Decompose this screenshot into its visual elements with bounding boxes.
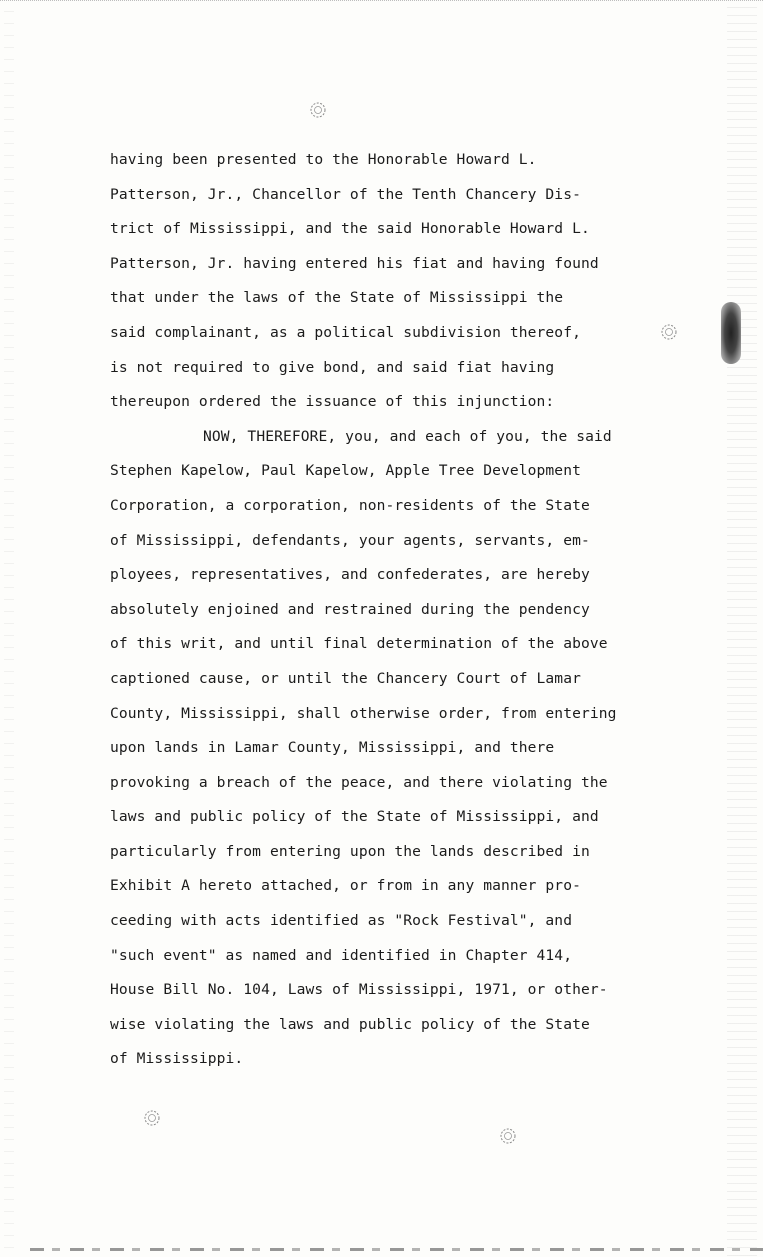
text-line: County, Mississippi, shall otherwise order, from entering <box>110 704 617 722</box>
text-line: Patterson, Jr., Chancellor of the Tenth Chancery Dis- <box>110 185 581 203</box>
text-line: trict of Mississippi, and the said Honorable Howard L. <box>110 220 590 238</box>
text-line: having been presented to the Honorable Howard L. <box>110 151 537 168</box>
text-line: Exhibit A hereto attached, or from in any manner pro- <box>110 877 581 895</box>
text-line: Patterson, Jr. having entered his fiat and having found <box>110 254 599 272</box>
text-line: is not required to give bond, and said fiat having <box>110 358 555 376</box>
text-line: of this writ, and until final determination of the above <box>110 635 608 653</box>
binder-hole-mark <box>721 302 741 364</box>
text-line: said complainant, as a political subdivision thereof, <box>110 323 581 341</box>
text-line: House Bill No. 104, Laws of Mississippi, 1971, or other- <box>110 981 608 999</box>
text-line: ployees, representatives, and confederates, are hereby <box>110 566 590 584</box>
top-page-edge <box>0 0 763 5</box>
punch-ring-mark-bottom-right <box>498 1126 518 1146</box>
text-line: Corporation, a corporation, non-residents of the State <box>110 496 590 514</box>
text-line: of Mississippi, defendants, your agents, servants, em- <box>110 531 590 549</box>
text-line: laws and public policy of the State of Mississippi, and <box>110 808 599 826</box>
text-line: Stephen Kapelow, Paul Kapelow, Apple Tree Development <box>110 462 581 480</box>
text-line: ceeding with acts identified as "Rock Festival", and <box>110 912 573 930</box>
text-line: that under the laws of the State of Mississippi the <box>110 289 564 307</box>
text-line: wise violating the laws and public policy of the State <box>110 1015 590 1033</box>
punch-ring-mark-top <box>308 100 328 120</box>
right-scan-noise <box>727 0 757 1257</box>
text-line: captioned cause, or until the Chancery Court of Lamar <box>110 669 581 687</box>
text-line: provoking a breach of the peace, and there violating the <box>110 773 608 791</box>
text-line: upon lands in Lamar County, Mississippi, and there <box>110 739 555 757</box>
paragraph-start-line: NOW, THEREFORE, you, and each of you, the said <box>203 427 612 445</box>
document-body-text <box>110 143 650 1077</box>
left-scan-noise <box>4 0 14 1257</box>
text-line: thereupon ordered the issuance of this injunction: <box>110 393 555 411</box>
bottom-scan-edge <box>30 1248 763 1251</box>
punch-ring-mark-right <box>659 322 679 342</box>
text-line: particularly from entering upon the lands described in <box>110 842 590 860</box>
text-line: absolutely enjoined and restrained during the pendency <box>110 600 590 618</box>
punch-ring-mark-bottom-left <box>142 1108 162 1128</box>
text-line: "such event" as named and identified in Chapter 414, <box>110 946 573 964</box>
text-line: of Mississippi. <box>110 1050 244 1068</box>
